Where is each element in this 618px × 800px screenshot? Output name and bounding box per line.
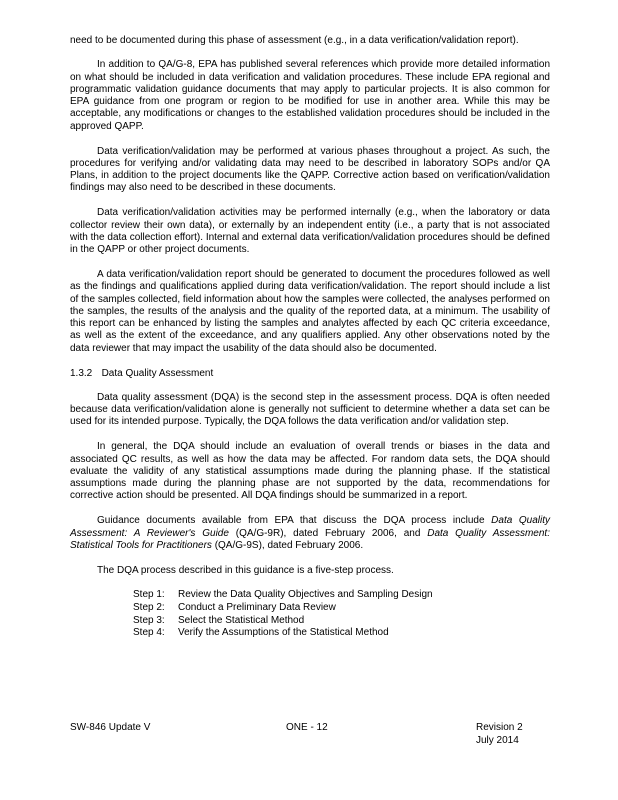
dqa-steps-list (70, 589, 550, 639)
step-label: Step 4: (133, 627, 165, 639)
guidance-title-g9s: Data Quality Assessment: Statistical Tools for Practitioners (70, 527, 550, 551)
paragraph-dqa-definition: Data quality assessment (DQA) is the second step in the assessment process. DQA is often needed because data verification/validation alone is generally not sufficient to determine whether a data set can be used for its intended purpose. Typically, the DQA follows the data verification and/or validation step. (70, 391, 550, 428)
footer-revision: Revision 2 (476, 722, 523, 733)
footer-page-number: ONE - 12 (286, 722, 328, 733)
section-number: 1.3.2 (70, 367, 93, 379)
footer-date: July 2014 (476, 734, 519, 746)
footer-revision-block (476, 722, 523, 747)
paragraph-process-intro: The DQA process described in this guidance is a five-step process. (97, 564, 394, 576)
list-item (133, 627, 550, 640)
step-text: Select the Statistical Method (178, 614, 305, 626)
page-footer (70, 722, 540, 752)
document-body (70, 35, 550, 640)
step-label: Step 3: (133, 614, 165, 626)
paragraph-internal-external: Data verification/validation activities may be performed internally (e.g., when the laboratory or data collector review their own data), or externally by an independent entity (i.e., a party that is not associated with the data collection effort). Internal and external data verification/validation procedures should be defined in the QAPP or other project documents. (70, 207, 550, 256)
step-label: Step 2: (133, 601, 165, 613)
intro-paragraph: need to be documented during this phase of assessment (e.g., in a data verification/validation report). (70, 35, 519, 46)
list-item (133, 602, 550, 615)
step-text: Review the Data Quality Objectives and Sampling Design (178, 589, 433, 601)
step-text: Conduct a Preliminary Data Review (178, 601, 336, 613)
step-text: Verify the Assumptions of the Statistical Method (178, 627, 389, 639)
paragraph-verification-phases: Data verification/validation may be performed at various phases throughout a project. As such, the procedures for verifying and/or validating data may need to be described in laboratory SOPs and/or QA Plans, in addition to the project documents like the QAPP. Corrective action based on verification/validation findings may also need to be described in these documents. (70, 145, 550, 194)
paragraph-dqa-evaluation: In general, the DQA should include an evaluation of overall trends or biases in the data and associated QC results, as well as how the data may be affected. For random data sets, the DQA should evaluate the validity of any statistical assumptions made during the planning phase. If the statistical assumptions made during the planning phase are not supported by the data, recommendations for corrective action should be presented. All DQA findings should be summarized in a report. (70, 441, 550, 502)
section-title: Data Quality Assessment (101, 367, 214, 379)
paragraph-validation-report: A data verification/validation report should be generated to document the procedures followed as well as the findings and qualifications applied during data verification/validation. The report should include a list of the samples collected, field information about how the samples were collected, the analyses performed on the samples, the results of the analysis and the quality of the reported data, at a minimum. The usability of this report can be enhanced by listing the samples and analytes affected by each QC criteria exceedance, as well as the extent of the exceedance, and any qualifiers applied. Any other observations noted by the data reviewer that may impact the usability of the data should also be documented. (70, 268, 550, 354)
list-item (133, 615, 550, 628)
step-label: Step 1: (133, 589, 165, 601)
paragraph-qa-g8-references: In addition to QA/G-8, EPA has published several references which provide more detailed information on what should be included in data verification and validation procedures. These include EPA regional and programmatic validation guidance documents that may apply to particular projects. It is also common for EPA guidance from one program or region to be modified for use in another area. While this may be acceptable, any modifications or changes to the established validation procedures should be included in the approved QAPP. (70, 59, 550, 132)
guidance-title-g9r: Data Quality Assessment: A Reviewer's Guide (70, 515, 550, 539)
paragraph-guidance-documents: Guidance documents available from EPA that discuss the DQA process include Data Quality Assessment: A Reviewer's Guide (QA/G-9R), dated February 2006, and Data Quality Assessment: Statistical Tools for Practitioners (QA/G-9S), dated February 2006. (70, 515, 550, 551)
section-heading (70, 368, 550, 380)
footer-document-id: SW-846 Update V (70, 722, 151, 733)
list-item (133, 589, 550, 602)
